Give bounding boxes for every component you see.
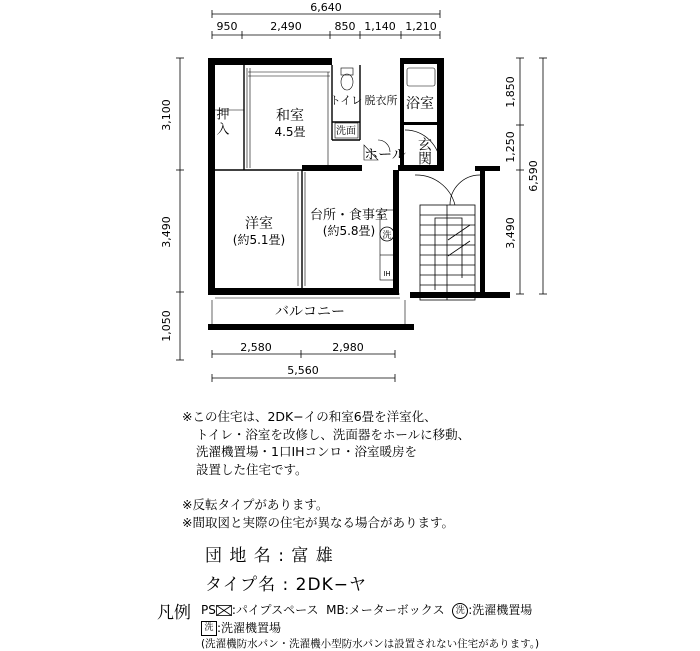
dim-top-5: 1,210 <box>405 20 437 33</box>
notes <box>182 408 682 531</box>
dim-top-3: 850 <box>334 20 356 33</box>
legend-line-1 <box>201 601 532 619</box>
washer-mark-text: 洗 <box>382 231 392 241</box>
danchi-name: 団 地 名 : 富 雄 <box>205 546 334 566</box>
note1-line4: 設置した住宅です。 <box>196 461 308 477</box>
room-balcony: バルコニー <box>275 304 345 320</box>
dim-bottom-2: 2,980 <box>332 341 364 354</box>
dim-right-3: 3,490 <box>504 217 517 249</box>
dim-top-2: 2,490 <box>270 20 302 33</box>
room-toilet: トイレ <box>329 94 363 107</box>
dim-left-2: 3,490 <box>160 216 173 248</box>
note1-line1: ※この住宅は、2DK−イの和室6畳を洋室化、 <box>182 409 437 424</box>
room-youshitsu-name: 洋室 <box>245 216 273 232</box>
dim-right-total: 6,590 <box>527 160 540 192</box>
note2: ※反転タイプがあります。 <box>182 497 329 512</box>
room-youshitsu-size: (約5.1畳) <box>232 233 286 247</box>
type-name: タイプ名 : 2DK−ヤ <box>205 575 367 595</box>
legend-washer-square-text: :洗濯機置場 <box>217 621 282 635</box>
room-datsuijo: 脱衣所 <box>364 94 398 107</box>
dim-bottom-1: 2,580 <box>240 341 272 354</box>
note1-line2: トイレ・浴室を改修し、洗面器をホールに移動、 <box>196 426 471 442</box>
note1-line3: 洗濯機置場・1口IHコンロ・浴室暖房を <box>196 444 418 459</box>
ps-icon <box>216 605 232 616</box>
legend-title: 凡例 <box>157 603 191 623</box>
room-genkan: 玄関 <box>416 137 432 165</box>
room-bathroom: 浴室 <box>406 96 434 112</box>
dim-left-3: 1,050 <box>160 310 173 342</box>
legend-mb-text: MB:メーターボックス <box>326 603 445 617</box>
room-senmen: 洗面 <box>336 126 356 137</box>
legend-line-2 <box>201 619 281 636</box>
room-oshiire: 押入 <box>213 107 229 137</box>
washer-square-icon: 洗 <box>201 621 217 636</box>
dim-right-2: 1,250 <box>504 131 517 163</box>
dim-left-1: 3,100 <box>160 99 173 131</box>
dim-top-total: 6,640 <box>310 1 342 14</box>
legend-ps-text: :パイプスペース <box>231 603 319 617</box>
ih-mark: IH <box>383 270 391 278</box>
room-washitsu-name: 和室 <box>276 108 304 124</box>
legend-footnote: (洗濯機防水パン・洗濯機小型防水パンは設置されない住宅があります。) <box>201 638 540 650</box>
dim-top-4: 1,140 <box>364 20 396 33</box>
washer-circle-icon: 洗 <box>452 603 468 619</box>
room-washitsu-size: 4.5畳 <box>274 125 306 139</box>
left-dimensions <box>176 58 184 360</box>
room-kitchen-name: 台所・食事室 <box>309 208 389 223</box>
stairwell <box>415 175 480 300</box>
note3: ※間取図と実際の住宅が異なる場合があります。 <box>182 514 454 530</box>
dim-top-1: 950 <box>216 20 238 33</box>
dim-right-1: 1,850 <box>504 76 517 108</box>
room-kitchen-size: (約5.8畳) <box>322 224 376 238</box>
dim-bottom-total: 5,560 <box>287 364 319 377</box>
legend-ps-prefix: PS <box>201 603 216 617</box>
legend-washer-circle-text: :洗濯機置場 <box>468 603 533 617</box>
room-hall: ホール <box>364 147 406 163</box>
